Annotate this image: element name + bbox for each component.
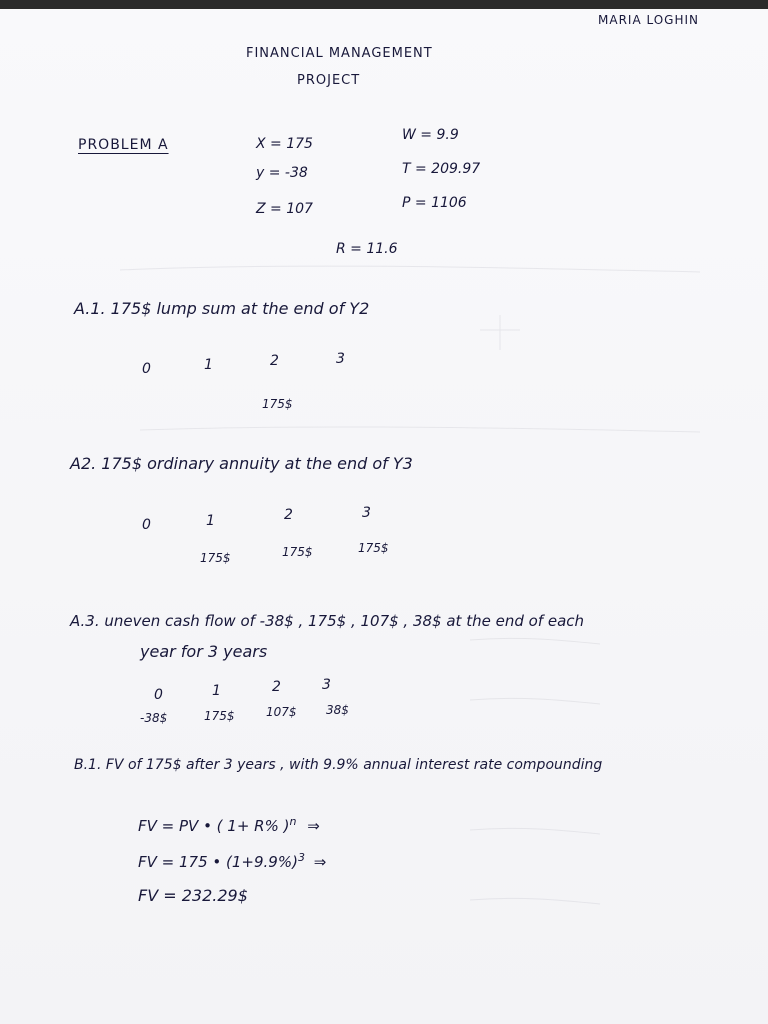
a3-amount-3: 38$ <box>326 703 349 717</box>
var-t: T = 209.97 <box>402 161 481 177</box>
a2-statement: A2. 175$ ordinary annuity at the end of Y3 <box>70 454 413 473</box>
var-y: y = -38 <box>256 165 308 181</box>
fv-substitution-exponent: 3 <box>297 851 305 864</box>
bleed-mark <box>480 315 520 350</box>
fv-result: FV = 232.29$ <box>138 886 248 905</box>
fv-formula-text: FV = PV • ( 1+ R% ) <box>138 817 290 835</box>
a3-amount-0: -38$ <box>140 711 168 725</box>
var-r: R = 11.6 <box>336 241 398 257</box>
a3-amount-2: 107$ <box>266 705 297 719</box>
a3-statement-line1: A.3. uneven cash flow of -38$ , 175$ , 107$ , 38$ at the end of each <box>70 612 585 630</box>
var-p: P = 1106 <box>402 195 467 211</box>
document-title: FINANCIAL MANAGEMENT <box>246 46 433 61</box>
a3-tick-1: 1 <box>212 683 221 699</box>
var-w: W = 9.9 <box>402 127 459 143</box>
author-name: MARIA LOGHIN <box>598 13 700 27</box>
a2-tick-2: 2 <box>284 507 293 523</box>
a1-tick-0: 0 <box>142 361 151 377</box>
implies-arrow-1: ⇒ <box>307 817 320 835</box>
bleed-line <box>470 698 600 704</box>
b1-statement: B.1. FV of 175$ after 3 years , with 9.9% annual interest rate compounding <box>74 757 603 773</box>
a3-tick-3: 3 <box>322 677 331 693</box>
a2-tick-0: 0 <box>142 517 151 533</box>
a1-tick-1: 1 <box>204 357 213 373</box>
a1-amount: 175$ <box>262 397 293 411</box>
a3-tick-2: 2 <box>272 679 281 695</box>
a1-tick-3: 3 <box>336 351 345 367</box>
a2-amount-3: 175$ <box>358 541 389 555</box>
bleed-line <box>470 638 600 644</box>
a2-tick-3: 3 <box>362 505 371 521</box>
var-z: Z = 107 <box>256 201 313 217</box>
bleed-line <box>470 828 600 834</box>
a2-amount-2: 175$ <box>282 545 313 559</box>
a3-statement-line2: year for 3 years <box>140 642 268 661</box>
a2-amount-1: 175$ <box>200 551 231 565</box>
a3-amount-1: 175$ <box>204 709 235 723</box>
a1-tick-2: 2 <box>270 353 279 369</box>
fv-formula-exponent: n <box>289 815 297 828</box>
bleed-line <box>140 427 700 432</box>
var-x: X = 175 <box>256 136 313 152</box>
a3-tick-0: 0 <box>154 687 163 703</box>
a2-tick-1: 1 <box>206 513 215 529</box>
bleed-line <box>470 898 600 904</box>
a1-statement: A.1. 175$ lump sum at the end of Y2 <box>74 299 370 318</box>
fv-substitution-text: FV = 175 • (1+9.9%) <box>138 853 298 871</box>
bleed-line <box>120 266 700 272</box>
implies-arrow-2: ⇒ <box>313 853 327 871</box>
problem-label: PROBLEM A <box>78 137 169 153</box>
document-subtitle: PROJECT <box>297 73 361 88</box>
